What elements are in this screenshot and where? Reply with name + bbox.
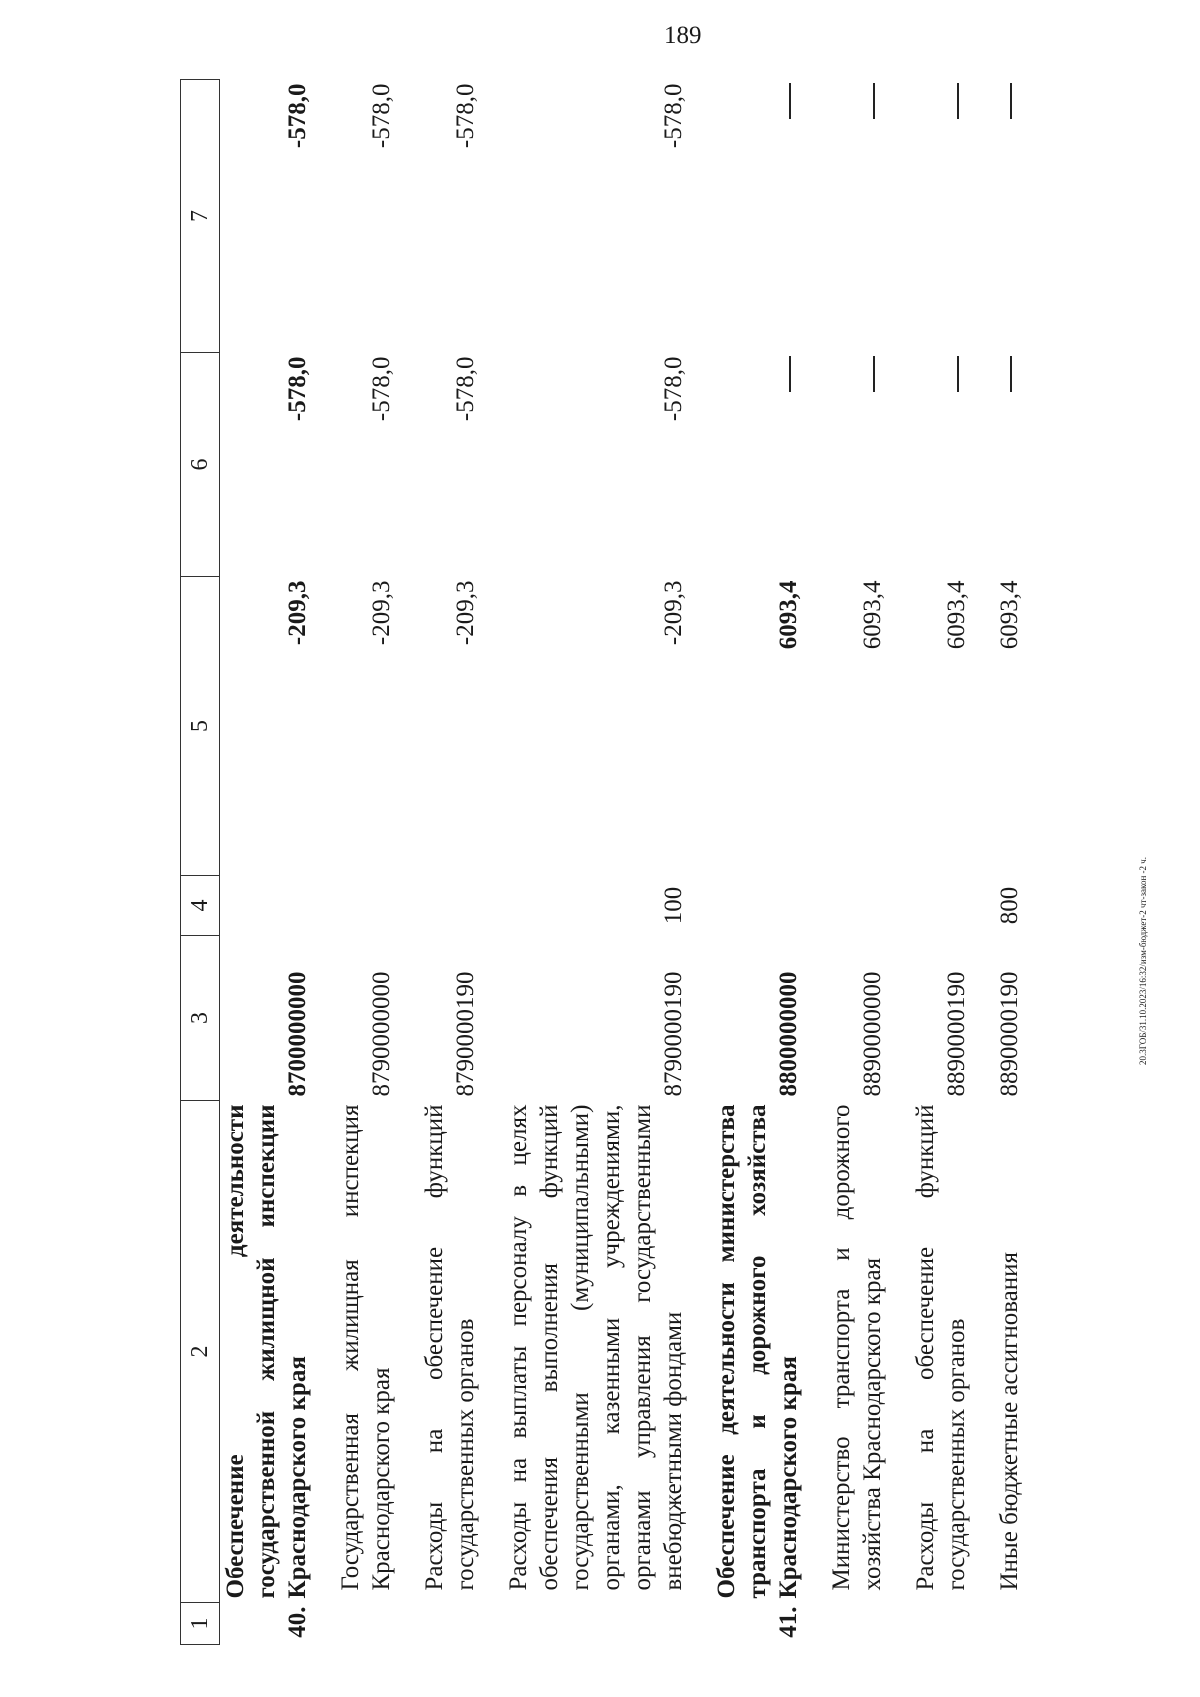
row-expense-type: 100: [660, 886, 687, 925]
row-value-col5: -209,3: [452, 580, 479, 646]
row-value-col5: 6093,4: [859, 580, 886, 650]
row-code: 8800000000: [775, 971, 802, 1097]
row-number: [481, 1603, 689, 1645]
row-value-col7: [888, 80, 972, 353]
row-code: 8790000000: [368, 971, 395, 1097]
row-value-col5: 6093,4: [775, 580, 802, 650]
column-header-6: 6: [181, 353, 220, 577]
row-number: 41.: [775, 1606, 802, 1638]
row-expense-type: [689, 876, 804, 936]
column-header-5: 5: [181, 577, 220, 876]
footer-document-code: 20.3ГОБ/31.10.2023/16:32/изм-бюджет-2 чт-закон -2 ч.: [1138, 856, 1148, 1065]
row-value-col6: [804, 353, 888, 577]
table-row: [481, 80, 689, 1645]
row-value-col5: -209,3: [284, 580, 311, 646]
row-expense-type: [888, 876, 972, 936]
row-value-col7: -578,0: [660, 83, 687, 149]
table-row: [888, 80, 972, 1645]
row-description: Расходы на обеспечение функций государственных органов: [421, 1104, 479, 1591]
rotated-table-container: [180, 80, 1095, 1645]
dash-icon: [873, 357, 875, 393]
column-header-2: 2: [181, 1101, 220, 1603]
row-description: Обеспечение деятельности министерства транспорта и дорожного хозяйства Краснодарского края: [713, 1104, 802, 1599]
row-value-col7: [804, 80, 888, 353]
row-number: [313, 1603, 397, 1645]
row-value-col6: [972, 353, 1025, 577]
table-header-row: [181, 80, 220, 1645]
dash-icon: [873, 84, 875, 120]
row-value-col5: -209,3: [660, 580, 687, 646]
row-code: 8700000000: [284, 971, 311, 1097]
dash-icon: [1010, 84, 1012, 120]
budget-table: [180, 79, 1025, 1645]
table-row: [804, 80, 888, 1645]
dash-icon: [957, 357, 959, 393]
row-expense-type: [313, 876, 397, 936]
row-number: [804, 1603, 888, 1645]
row-expense-type: [397, 876, 481, 936]
row-value-col6: -578,0: [660, 356, 687, 422]
row-code: 8890000190: [996, 971, 1023, 1097]
column-header-4: 4: [181, 876, 220, 936]
row-expense-type: [804, 876, 888, 936]
dash-icon: [789, 84, 791, 120]
row-value-col6: [888, 353, 972, 577]
row-value-col6: -578,0: [368, 356, 395, 422]
row-value-col7: -578,0: [452, 83, 479, 149]
dash-icon: [789, 357, 791, 393]
page-number: 189: [664, 22, 702, 49]
row-value-col6: [689, 353, 804, 577]
row-value-col7: -578,0: [284, 83, 311, 149]
row-code: 8890000000: [859, 971, 886, 1097]
row-code: 8790000190: [660, 971, 687, 1097]
row-value-col7: [972, 80, 1025, 353]
dash-icon: [1010, 357, 1012, 393]
table-row: [220, 80, 314, 1645]
row-number: [888, 1603, 972, 1645]
row-expense-type: 800: [996, 886, 1023, 925]
table-row: [689, 80, 804, 1645]
row-expense-type: [220, 876, 314, 936]
row-code: 8890000190: [943, 971, 970, 1097]
table-row: [313, 80, 397, 1645]
row-value-col6: -578,0: [284, 356, 311, 422]
row-code: 8790000190: [452, 971, 479, 1097]
table-row: [972, 80, 1025, 1645]
row-value-col6: -578,0: [452, 356, 479, 422]
column-header-7: 7: [181, 80, 220, 353]
row-description: Обеспечение деятельности государственной жилищной инспекции Краснодарского края: [222, 1104, 311, 1599]
row-number: 40.: [284, 1606, 311, 1638]
row-description: Министерство транспорта и дорожного хозяйства Краснодарского края: [828, 1104, 886, 1591]
row-description: Расходы на обеспечение функций государственных органов: [912, 1104, 970, 1591]
row-value-col5: 6093,4: [996, 580, 1023, 650]
row-value-col5: 6093,4: [943, 580, 970, 650]
row-value-col5: -209,3: [368, 580, 395, 646]
row-description: Иные бюджетные ассигнования: [996, 1251, 1023, 1591]
row-description: Государственная жилищная инспекция Краснодарского края: [337, 1104, 395, 1591]
row-value-col7: [689, 80, 804, 353]
column-header-1: 1: [181, 1603, 220, 1645]
row-number: [397, 1603, 481, 1645]
row-value-col7: -578,0: [368, 83, 395, 149]
row-number: [972, 1603, 1025, 1645]
column-header-3: 3: [181, 936, 220, 1101]
dash-icon: [957, 84, 959, 120]
table-row: [397, 80, 481, 1645]
row-description: Расходы на выплаты персоналу в целях обеспечения выполнения функций государственными (муниципальными) органами, казенными учреждениями, органами управления государственными внебюджетными фондами: [505, 1104, 687, 1591]
